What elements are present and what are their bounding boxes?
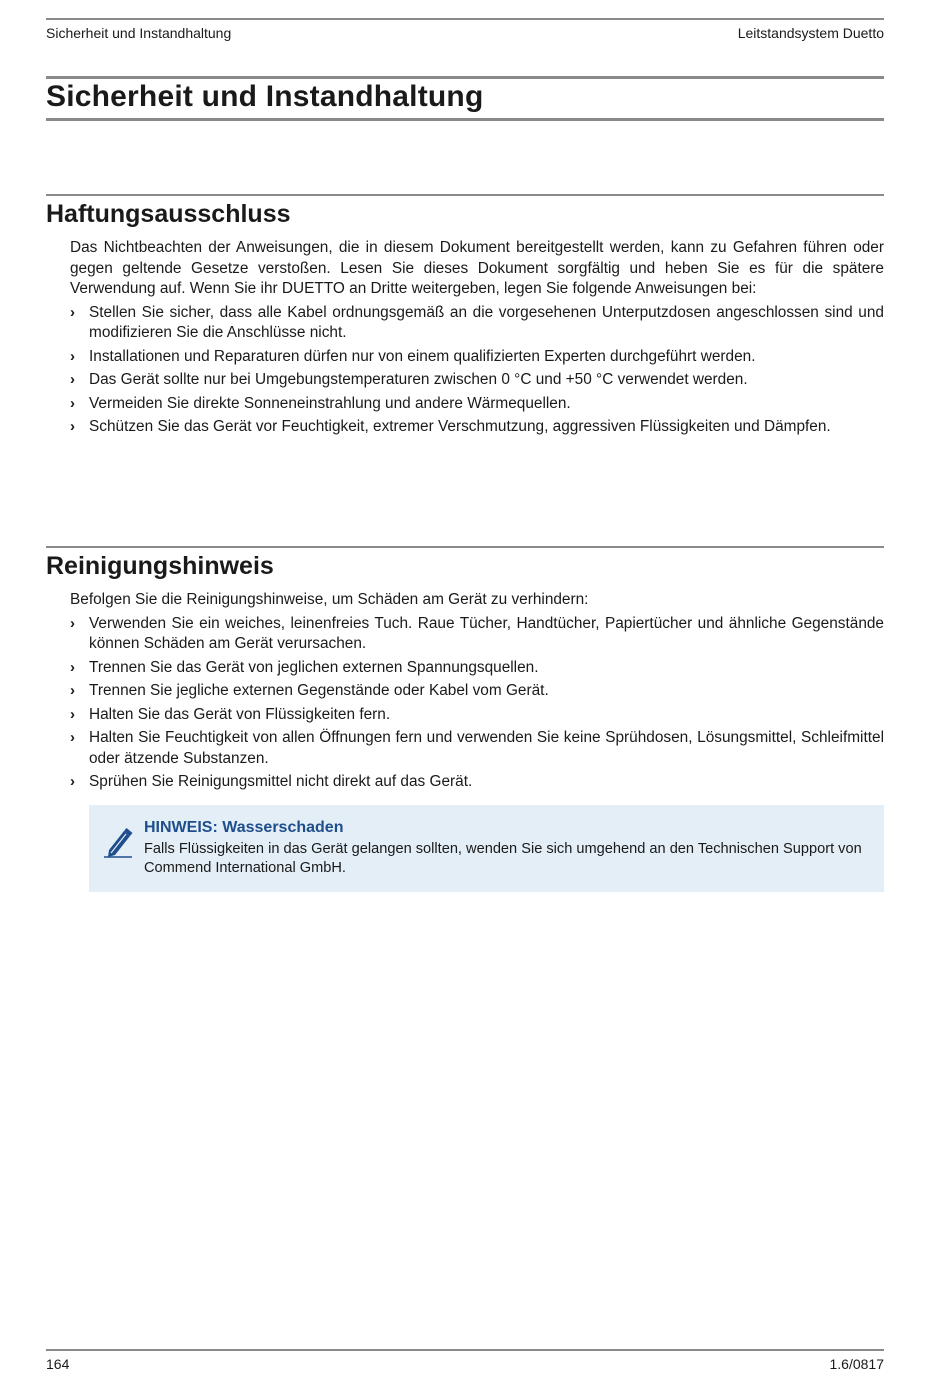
- document-page: [46, 0, 884, 1373]
- title-top-rule: [46, 76, 884, 79]
- document-version: 1.6/0817: [829, 1356, 884, 1372]
- list-item-text: Halten Sie das Gerät von Flüssigkeiten fern.: [89, 705, 391, 723]
- list-item-text: Verwenden Sie ein weiches, leinenfreies Tuch. Raue Tücher, Handtücher, Papiertücher und ähnliche Gegenstände können Schäden am Gerät verursachen.: [89, 614, 884, 652]
- chevron-right-icon: ›: [70, 705, 75, 723]
- chevron-right-icon: ›: [70, 729, 75, 746]
- list-item-text: Trennen Sie das Gerät von jeglichen externen Spannungsquellen.: [89, 658, 539, 676]
- list-item: [70, 705, 884, 726]
- header-chapter-title: Sicherheit und Instandhaltung: [46, 25, 232, 41]
- page-number: 164: [46, 1356, 70, 1372]
- chevron-right-icon: ›: [70, 303, 75, 321]
- chevron-right-icon: ›: [70, 394, 75, 412]
- chevron-right-icon: ›: [70, 682, 75, 699]
- chapter-title-block: [46, 76, 884, 122]
- pencil-icon: [102, 825, 134, 859]
- chevron-right-icon: ›: [70, 658, 75, 676]
- list-item: [70, 681, 884, 702]
- section-rule: [46, 194, 884, 196]
- notice-title: HINWEIS: Wasserschaden: [144, 819, 344, 836]
- list-item-text: Schützen Sie das Gerät vor Feuchtigkeit, extremer Verschmutzung, aggressiven Flüssigkeiten und Dämpfen.: [89, 418, 831, 435]
- list-item: [70, 370, 884, 391]
- list-item-text: Stellen Sie sicher, dass alle Kabel ordnungsgemäß an die vorgesehenen Unterputzdosen angeschlossen sind und modifizieren Sie die Anschlüsse nicht.: [89, 303, 884, 341]
- notice-box: [89, 805, 884, 892]
- bullet-list: [70, 303, 884, 438]
- list-item: [70, 728, 884, 769]
- footer-rule: [46, 1349, 884, 1351]
- list-item: [70, 303, 884, 344]
- chevron-right-icon: ›: [70, 347, 75, 365]
- list-item-text: Trennen Sie jegliche externen Gegenstände oder Kabel vom Gerät.: [89, 682, 549, 699]
- section-intro: Befolgen Sie die Reinigungshinweise, um Schäden am Gerät zu verhindern:: [70, 591, 589, 608]
- list-item: [70, 394, 884, 415]
- chevron-right-icon: ›: [70, 371, 75, 388]
- section-rule: [46, 546, 884, 548]
- list-item-text: Vermeiden Sie direkte Sonneneinstrahlung und andere Wärmequellen.: [89, 394, 571, 412]
- list-item-text: Installationen und Reparaturen dürfen nur von einem qualifizierten Experten durchgeführt werden.: [89, 347, 756, 365]
- header-rule: [46, 18, 884, 20]
- section-heading: Reinigungshinweis: [46, 552, 274, 580]
- section-intro: Das Nichtbeachten der Anweisungen, die in diesem Dokument bereitgestellt werden, kann zu Gefahren führen oder gegen geltende Gesetze verstoßen. Lesen Sie dieses Dokument sorgfältig und heben Sie es für die spätere Verwendung auf. Wenn Sie ihr DUETTO an Dritte weitergeben, legen Sie folgende Anweisungen bei:: [70, 239, 884, 297]
- list-item: [70, 417, 884, 438]
- section-body: [70, 590, 884, 796]
- list-item: [70, 347, 884, 368]
- bullet-list: [70, 614, 884, 793]
- list-item-text: Sprühen Sie Reinigungsmittel nicht direkt auf das Gerät.: [89, 773, 473, 790]
- chevron-right-icon: ›: [70, 418, 75, 435]
- title-bottom-rule: [46, 118, 884, 121]
- section-body: [70, 238, 884, 441]
- list-item-text: Halten Sie Feuchtigkeit von allen Öffnungen fern und verwenden Sie keine Sprühdosen, Lösungsmittel, Schleifmittel oder ätzende Substanzen.: [89, 729, 884, 767]
- section-heading: Haftungsausschluss: [46, 200, 291, 228]
- list-item: [70, 658, 884, 679]
- chevron-right-icon: ›: [70, 614, 75, 632]
- list-item-text: Das Gerät sollte nur bei Umgebungstemperaturen zwischen 0 °C und +50 °C verwendet werden.: [89, 371, 748, 388]
- chevron-right-icon: ›: [70, 773, 75, 790]
- header-product-name: Leitstandsystem Duetto: [737, 25, 884, 41]
- notice-text: Falls Flüssigkeiten in das Gerät gelangen sollten, wenden Sie sich umgehend an den Technischen Support von Commend International GmbH.: [144, 841, 862, 876]
- list-item: [70, 614, 884, 655]
- list-item: [70, 772, 884, 793]
- page-title: Sicherheit und Instandhaltung: [46, 80, 484, 113]
